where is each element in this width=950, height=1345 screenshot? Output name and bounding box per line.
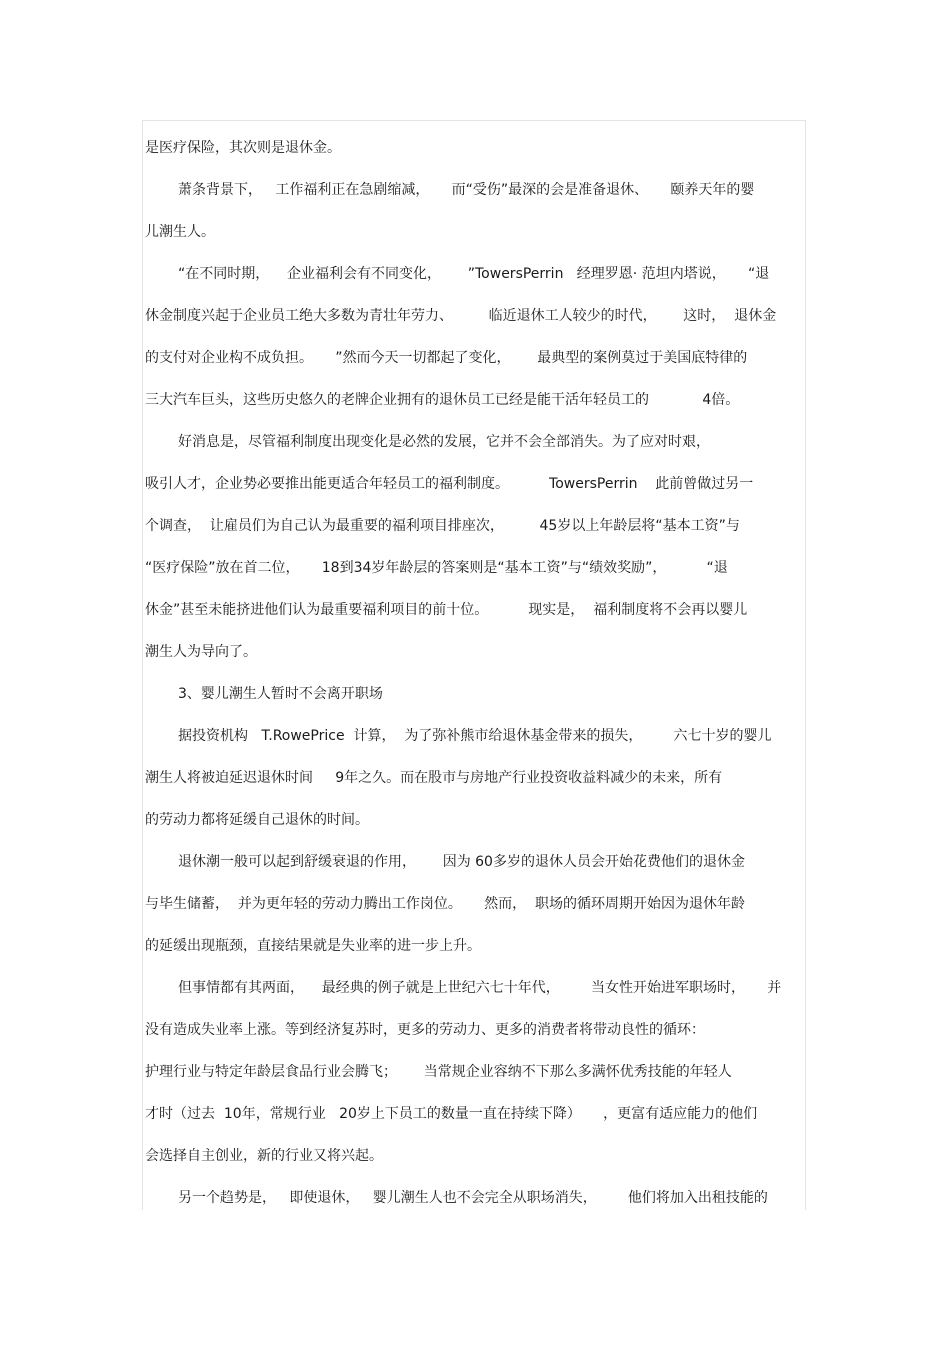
text-line: 与毕生储蓄， 并为更年轻的劳动力腾出工作岗位。 然而， 职场的循环周期开始因为退休年龄 xyxy=(145,896,746,912)
text-line: “在不同时期， 企业福利会有不同变化， ”TowersPerrin 经理罗恩· 范坦内塔说， “退 xyxy=(178,266,770,282)
text-line: 的劳动力都将延缓自己退休的时间。 xyxy=(145,812,369,828)
text-line: 三大汽车巨头，这些历史悠久的老牌企业拥有的退休员工已经是能干活年轻员工的 4倍。 xyxy=(145,392,740,408)
text-line: 萧条背景下， 工作福利正在急剧缩减， 而“受伤”最深的会是准备退休、 颐养天年的婴 xyxy=(178,182,755,198)
text-line: 吸引人才，企业势必要推出能更适合年轻员工的福利制度。 TowersPerrin 此前曾做过另一 xyxy=(145,476,754,492)
text-line: “医疗保险”放在首二位， 18到34岁年龄层的答案则是“基本工资”与“绩效奖励”， “退 xyxy=(145,560,728,576)
text-line: 另一个趋势是， 即使退休， 婴儿潮生人也不会完全从职场消失， 他们将加入出租技能的 xyxy=(178,1190,768,1206)
text-line: 潮生人将被迫延迟退休时间 9年之久。而在股市与房地产行业投资收益料减少的未来，所有 xyxy=(145,770,723,786)
text-line: 才时（过去 10年，常规行业 20岁上下员工的数量一直在持续下降） ，更富有适应能力的他们 xyxy=(145,1106,758,1122)
text-line: 会选择自主创业，新的行业又将兴起。 xyxy=(145,1148,383,1164)
text-line: 护理行业与特定年龄层食品行业会腾飞； 当常规企业容纳不下那么多满怀优秀技能的年轻人 xyxy=(145,1064,732,1080)
text-line: 的支付对企业构不成负担。 ”然而今天一切都起了变化， 最典型的案例莫过于美国底特律的 xyxy=(145,350,748,366)
text-line: 个调查， 让雇员们为自己认为最重要的福利项目排座次， 45岁以上年龄层将“基本工资”与 xyxy=(145,518,740,534)
text-line: 是医疗保险，其次则是退休金。 xyxy=(145,140,341,156)
text-line: 好消息是，尽管福利制度出现变化是必然的发展，它并不会全部消失。为了应对时艰， xyxy=(178,434,710,450)
text-line: 但事情都有其两面， 最经典的例子就是上世纪六七十年代， 当女性开始进军职场时， 并 xyxy=(178,980,782,996)
text-line: 没有造成失业率上涨。等到经济复苏时，更多的劳动力、更多的消费者将带动良性的循环： xyxy=(145,1022,705,1038)
text-line: 据投资机构 T.RowePrice 计算， 为了弥补熊市给退休基金带来的损失， 六七十岁的婴儿 xyxy=(178,728,772,744)
text-line: 休金制度兴起于企业员工绝大多数为青壮年劳力、 临近退休工人较少的时代， 这时， 退休金 xyxy=(145,308,777,324)
text-line: 儿潮生人。 xyxy=(145,224,215,240)
text-line: 退休潮一般可以起到舒缓衰退的作用， 因为 60多岁的退休人员会开始花费他们的退休金 xyxy=(178,854,745,870)
text-line: 潮生人为导向了。 xyxy=(145,644,257,660)
text-line: 的延缓出现瓶颈，直接结果就是失业率的进一步上升。 xyxy=(145,938,481,954)
text-line: 休金”甚至未能挤进他们认为最重要福利项目的前十位。 现实是， 福利制度将不会再以婴儿 xyxy=(145,602,748,618)
section-heading: 3、婴儿潮生人暂时不会离开职场 xyxy=(178,686,383,702)
